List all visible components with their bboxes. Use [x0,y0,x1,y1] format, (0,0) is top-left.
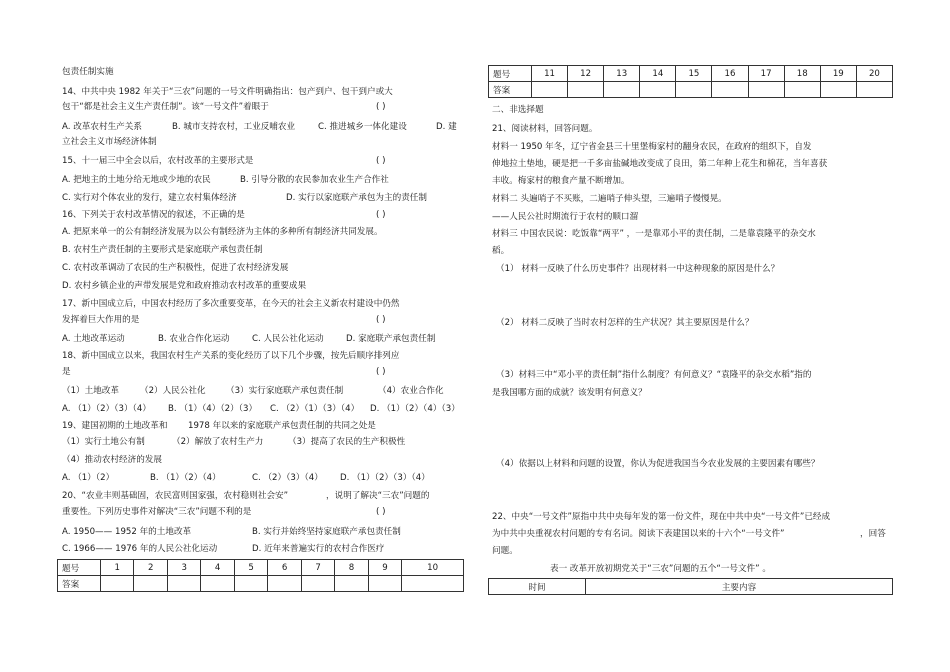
answer-cell[interactable] [568,82,604,98]
question-number-cell: 17 [748,66,784,82]
q16-option-d[interactable]: D. 农村乡镇企业的声带发展是党和政府推动农村改革的重要成果 [62,281,307,291]
column-header-time: 时间 [489,579,586,595]
q21-subquestion-3-line1: （3）材料三中“邓小平的责任制”指什么制度？有何意义？“袁隆平的杂交水稻”指的 [496,370,812,380]
q15-answer-blank[interactable]: ( ) [376,156,386,166]
answer-cell[interactable] [676,82,712,98]
q22-stem-line2a: 为中共中央重视农村问题的专有名词。阅读下表建国以来的十六个“一号文件” [492,529,785,539]
q17-option-c[interactable]: C. 人民公社化运动 [252,334,324,344]
answer-cell[interactable] [301,576,334,592]
question-number-cell: 3 [167,560,200,576]
table-caption: 表一 改革开放初期党关于“三农”问题的五个“一号文件” 。 [550,564,771,574]
table-row [58,560,464,576]
q19-item-2: （2）解放了农村生产力 [172,437,264,447]
question-number-cell: 18 [784,66,820,82]
q14-stem-line2: 包干“都是社会主义生产责任制”。该“一号文件”着眼于 [62,102,269,112]
question-number-cell: 15 [676,66,712,82]
answer-cell[interactable] [167,576,200,592]
q22-stem-line1: 22、中央“一号文件”原指中共中央每年发的第一份文件，现在中共中央“一号文件”已经成 [492,512,831,522]
q20-answer-blank[interactable]: ( ) [376,507,386,517]
q18-step-3: （3）实行家庭联产承包责任制 [226,386,344,396]
q15-option-d[interactable]: D. 实行以家庭联产承包为主的责任制 [286,193,427,203]
question-number-cell: 11 [532,66,568,82]
q14-stem-line1: 14、中共中央 1982 年关于“三农”问题的一号文件明确指出：包产到户、包干到户或大 [62,87,393,97]
table-row [489,66,893,82]
answer-row-label: 答案 [58,576,101,592]
q21-subquestion-4: （4）依据以上材料和问题的设置，你认为促进我国当今农业发展的主要因素有哪些？ [496,459,820,469]
question-number-cell: 2 [134,560,167,576]
q21-intro: 21、阅读材料，回答问题。 [492,124,598,134]
question-number-cell: 6 [268,560,301,576]
q18-step-2: （2）人民公社化 [140,386,206,396]
answer-cell[interactable] [234,576,267,592]
question-number-cell: 4 [201,560,234,576]
q18-option-d[interactable]: D. （1）（2）（4）（3） [370,404,460,414]
question-number-cell: 14 [640,66,676,82]
q21-material3-line1: 材料三 中国农民说：吃饭靠“两平” ，一是靠邓小平的责任制，二是靠袁隆平的杂交水 [492,229,816,239]
answer-cell[interactable] [856,82,892,98]
answer-cell[interactable] [748,82,784,98]
q19-item-3: （3）提高了农民的生产积极性 [288,437,406,447]
q21-material1-line2: 伸地拉土垫地，硬是把一千多亩盐碱地改变成了良田，第二年种上花生和棉花，当年喜获 [492,159,828,169]
q17-option-d[interactable]: D. 家庭联产承包责任制 [346,334,436,344]
q18-option-a[interactable]: A. （1）（2）（3）（4） [62,404,151,414]
answer-cell[interactable] [604,82,640,98]
answer-cell[interactable] [101,576,134,592]
q16-stem: 16、下列关于农村改革情况的叙述，不正确的是 [62,210,245,220]
question-number-cell: 9 [368,560,401,576]
q20-option-a[interactable]: A. 1950—— 1952 年的土地改革 [62,527,192,537]
column-header-content: 主要内容 [586,579,893,595]
q18-step-4: （4）农业合作化 [378,386,444,396]
q18-answer-blank[interactable]: ( ) [376,367,386,377]
q20-stem-part1: 20、“农业丰则基础固，农民富则国家强，农村稳则社会安” [62,491,289,501]
q15-option-b[interactable]: B. 引导分散的农民参加农业生产合作社 [240,175,389,185]
table-header-label: 题号 [58,560,101,576]
q16-answer-blank[interactable]: ( ) [376,210,386,220]
question-number-cell: 10 [402,560,464,576]
q17-option-a[interactable]: A. 土地改革运动 [62,334,125,344]
first-document-table [488,578,893,595]
q18-stem-line2: 是 [62,367,71,377]
q20-option-c[interactable]: C. 1966—— 1976 年的人民公社化运动 [62,544,218,554]
q19-option-d[interactable]: D. （1）（2）（3）（4） [340,473,430,483]
answer-cell[interactable] [368,576,401,592]
answer-cell[interactable] [402,576,464,592]
q21-material2-source: ——人民公社时期流行于农村的顺口溜 [492,212,639,222]
question-number-cell: 5 [234,560,267,576]
q20-option-b[interactable]: B. 实行并始终坚持家庭联产承包责任制 [252,527,401,537]
q16-option-b[interactable]: B. 农村生产责任制的主要形式是家庭联产承包责任制 [62,245,263,255]
q14-option-d[interactable]: D. 建 [436,122,457,132]
q16-option-c[interactable]: C. 农村改革调动了农民的生产积极性，促进了农村经济发展 [62,263,289,273]
answer-cell[interactable] [640,82,676,98]
section-heading: 二、非选择题 [492,105,544,115]
q16-option-a[interactable]: A. 把原来单一的公有制经济发展为以公有制经济为主体的多种所有制经济共同发展。 [62,227,383,237]
answer-cell[interactable] [712,82,748,98]
q19-stem-part1: 19、建国初期的土地改革和 [62,421,168,431]
q14-option-a[interactable]: A. 改革农村生产关系 [62,122,142,132]
q21-material1-line1: 材料一 1950 年冬，辽宁省金县三十里堡梅家村的翻身农民，在政府的组织下，自发 [492,142,812,152]
q15-option-c[interactable]: C. 实行对个体农业的发行，建立农村集体经济 [62,193,237,203]
q18-step-1: （1）土地改革 [62,386,120,396]
q22-stem-line3: 问题。 [492,546,518,556]
q19-option-a[interactable]: A. （1）（2） [62,473,115,483]
q19-option-c[interactable]: C. （2）（3）（4） [252,473,323,483]
q20-stem-part2: ，说明了解决“三农”问题的 [326,491,430,501]
carryover-heading: 包责任制实施 [62,67,114,77]
q22-stem-line2b: ，回答 [860,529,886,539]
q17-option-b[interactable]: B. 农业合作化运动 [158,334,230,344]
q21-subquestion-1: （1） 材料一反映了什么历史事件？出现材料一中这种现象的原因是什么？ [496,264,780,274]
q19-item-1: （1）实行土地公有制 [62,437,145,447]
q18-option-b[interactable]: B. （1）（4）（2）（3） [168,404,258,414]
answer-cell[interactable] [820,82,856,98]
answer-cell[interactable] [268,576,301,592]
answer-cell[interactable] [532,82,568,98]
q21-subquestion-3-line2: 是我国哪方面的成就？该发明有何意义？ [492,388,647,398]
table-header-label: 题号 [489,66,532,82]
q18-option-c[interactable]: C. （2）（1）（3）（4） [270,404,360,414]
q14-answer-blank[interactable]: ( ) [376,102,386,112]
answer-row-label: 答案 [489,82,532,98]
q21-material2: 材料二 头遍哨子不买账，二遍哨子伸头望，三遍哨子慢慢晃。 [492,194,727,204]
question-number-cell: 12 [568,66,604,82]
q14-option-d-cont: 立社会主义市场经济体制 [62,137,157,147]
answer-cell[interactable] [335,576,368,592]
answer-cell[interactable] [784,82,820,98]
q18-stem-line1: 18、新中国成立以来，我国农村生产关系的变化经历了以下几个步骤，按先后顺序排列应 [62,351,400,361]
answer-table-11-20 [488,65,893,98]
q20-stem-line2: 重要性。下列历史事件对解决“三农”问题不利的是 [62,507,252,517]
q14-option-b[interactable]: B. 城市支持农村，工业反哺农业 [172,122,296,132]
q21-material3-line2: 稻。 [492,246,510,256]
q14-option-c[interactable]: C. 推进城乡一体化建设 [318,122,407,132]
q21-material1-line3: 丰收。梅家村的粮食产量不断增加。 [492,176,630,186]
table-row [58,576,464,592]
q17-stem-line1: 17、新中国成立后，中国农村经历了多次重要变革，在今天的社会主义新农村建设中仍然 [62,299,400,309]
question-number-cell: 13 [604,66,640,82]
table-row [489,579,893,595]
q19-option-b[interactable]: B. （1）（2）（4） [150,473,221,483]
q17-answer-blank[interactable]: ( ) [376,315,386,325]
q17-stem-line2: 发挥着巨大作用的是 [62,315,140,325]
question-number-cell: 7 [301,560,334,576]
q15-stem: 15、十一届三中全会以后，农村改革的主要形式是 [62,156,254,166]
answer-table-1-10 [57,559,464,592]
table-row [489,82,893,98]
answer-cell[interactable] [134,576,167,592]
question-number-cell: 8 [335,560,368,576]
question-number-cell: 16 [712,66,748,82]
question-number-cell: 19 [820,66,856,82]
q15-option-a[interactable]: A. 把地主的土地分给无地或少地的农民 [62,175,211,185]
answer-cell[interactable] [201,576,234,592]
q20-option-d[interactable]: D. 近年来普遍实行的农村合作医疗 [252,544,385,554]
q21-subquestion-2: （2） 材料二反映了当时农村怎样的生产状况？其主要原因是什么？ [496,318,754,328]
question-number-cell: 20 [856,66,892,82]
question-number-cell: 1 [101,560,134,576]
q19-item-4: （4）推动农村经济的发展 [62,455,162,465]
q19-stem-part2: 1978 年以来的家庭联产承包责任制的共同之处是 [188,421,376,431]
